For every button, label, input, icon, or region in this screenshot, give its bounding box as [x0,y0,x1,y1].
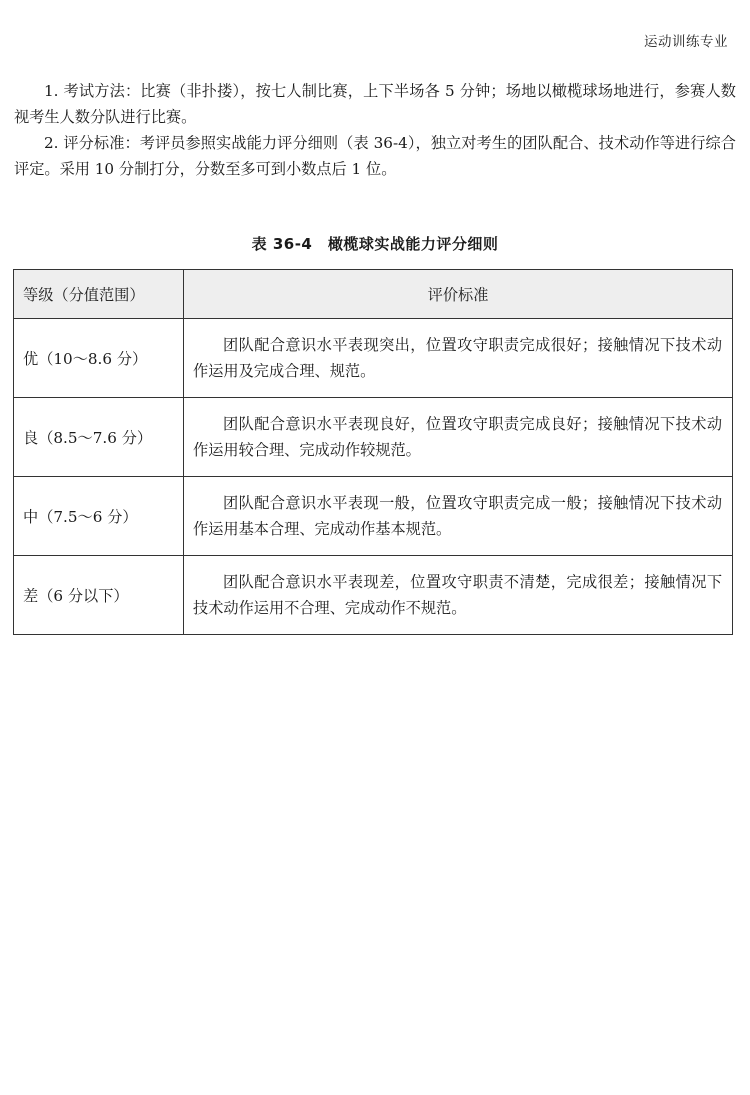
criteria-cell [184,398,733,477]
table-row [14,398,733,477]
table-row [14,477,733,556]
body-text [14,78,736,182]
table-header-row [14,270,733,319]
criteria-cell [184,319,733,398]
criteria-text: 团队配合意识水平表现一般，位置攻守职责完成一般；接触情况下技术动作运用基本合理、完成动作基本规范。 [193,494,722,538]
grade-cell: 中（7.5～6 分） [14,477,184,556]
criteria-text: 团队配合意识水平表现差，位置攻守职责不清楚，完成很差；接触情况下技术动作运用不合理、完成动作不规范。 [193,573,722,617]
criteria-text: 团队配合意识水平表现突出，位置攻守职责完成很好；接触情况下技术动作运用及完成合理、规范。 [193,336,722,380]
grade-cell: 良（8.5～7.6 分） [14,398,184,477]
table-row [14,319,733,398]
table-caption: 表 36-4 橄榄球实战能力评分细则 [251,235,499,253]
criteria-cell [184,477,733,556]
section-title: 运动训练专业 [644,34,728,50]
grade-cell: 优（10～8.6 分） [14,319,184,398]
criteria-text: 团队配合意识水平表现良好，位置攻守职责完成良好；接触情况下技术动作运用较合理、完成动作较规范。 [193,415,722,459]
scoring-table [13,269,733,635]
grade-cell: 差（6 分以下） [14,556,184,635]
header-grade: 等级（分值范围） [14,270,184,319]
paragraph-exam-method: 1. 考试方法：比赛（非扑搂），按七人制比赛，上下半场各 5 分钟；场地以橄榄球场地进行，参赛人数视考生人数分队进行比赛。 [14,82,736,126]
criteria-cell [184,556,733,635]
table-row [14,556,733,635]
paragraph-scoring-standard: 2. 评分标准：考评员参照实战能力评分细则（表 36-4），独立对考生的团队配合、技术动作等进行综合评定。采用 10 分制打分，分数至多可到小数点后 1 位。 [14,134,736,178]
header-criteria: 评价标准 [184,270,733,319]
